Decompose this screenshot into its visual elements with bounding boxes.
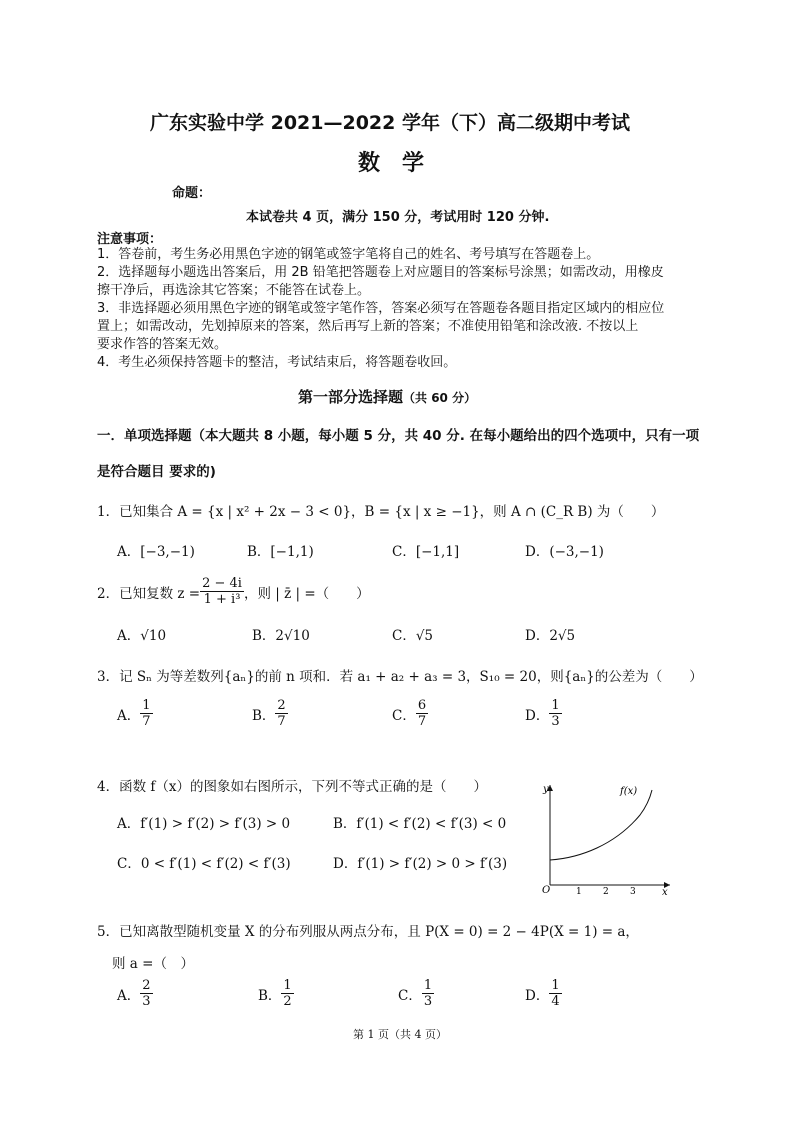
- notice-list: [97, 246, 664, 372]
- x-tick-label: 3: [630, 887, 636, 895]
- q2-option-c: C．√5: [392, 628, 434, 644]
- q3-c-num: 6: [417, 698, 427, 713]
- q5-option-label: B．: [258, 987, 282, 1004]
- q5-option-a: [117, 978, 153, 1009]
- q1-option-d: D．(−3,−1): [525, 544, 604, 560]
- q5-d-den: 4: [551, 994, 560, 1009]
- notice-line: 置上；如需改动，先划掉原来的答案，然后再写上新的答案；不准使用铅笔和涂改液. 不按以上: [97, 319, 639, 334]
- q5-a-num: 2: [142, 978, 151, 993]
- q4-option-c: C．0 < f′(1) < f′(2) < f′(3): [117, 856, 291, 872]
- notice-line: 3．非选择题必须用黑色字迹的钢笔或签字笔作答，答案必须写在答题卷各题目指定区域内的相应位: [97, 301, 665, 316]
- notice-line: 1．答卷前，考生务必用黑色字迹的钢笔或签字笔将自己的姓名、考号填写在答题卷上。: [97, 247, 600, 262]
- part-title: [298, 386, 476, 407]
- page-footer: 第 1 页（共 4 页）: [353, 1028, 447, 1041]
- q3-option-label: A．: [117, 707, 141, 724]
- q2-option-b: B．2√10: [252, 628, 310, 644]
- x-tick-label: 1: [576, 887, 582, 895]
- q5-option-label: A．: [117, 987, 141, 1004]
- q5-option-d: [525, 978, 562, 1009]
- y-axis-label: y: [543, 784, 549, 795]
- q5-option-c: [398, 978, 434, 1009]
- q3-b-den: 7: [277, 714, 286, 729]
- part-title-text: 第一部分选择题: [298, 388, 404, 406]
- notice-line: 4．考生必须保持答题卡的整洁，考试结束后，将答题卷收回。: [97, 355, 457, 370]
- exam-info: 本试卷共 4 页，满分 150 分，考试用时 120 分钟.: [246, 210, 550, 225]
- q3-b-num: 2: [277, 698, 286, 713]
- q5-c-den: 3: [423, 994, 433, 1009]
- q3-a-fraction: [140, 698, 152, 729]
- section-instructions-1: 一．单项选择题（本大题共 8 小题，每小题 5 分，共 40 分. 在每小题给出的四个选项中，只有一项: [97, 428, 700, 444]
- q3-option-label: C．: [392, 707, 416, 724]
- question-5-stem: 5．已知离散型随机变量 X 的分布列服从两点分布，且 P(X = 0) = 2 − 4P(X = 1) = a，: [97, 924, 639, 940]
- q5-b-den: 2: [283, 994, 292, 1009]
- question-1-stem: 1．已知集合 A = {x | x² + 2x − 3 < 0}，B = {x | x ≥ −1}，则 A ∩ (C_R B) 为（ ）: [97, 504, 665, 520]
- q5-b-fraction: [281, 978, 293, 1009]
- q3-option-a: [117, 698, 153, 729]
- q3-option-b: [252, 698, 288, 729]
- x-tick-label: 2: [603, 887, 609, 895]
- notice-line: 2．选择题每小题选出答案后，用 2B 铅笔把答题卷上对应题目的答案标号涂黑；如需改动，用橡皮: [97, 265, 664, 280]
- q3-option-label: B．: [252, 707, 276, 724]
- q2-fraction: [200, 576, 244, 607]
- q3-b-fraction: [275, 698, 287, 729]
- author-label: 命题：: [172, 186, 212, 201]
- q3-c-den: 7: [417, 714, 427, 729]
- question-3-stem: 3．记 Sₙ 为等差数列{aₙ}的前 n 项和．若 a₁ + a₂ + a₃ = 3，S₁₀ = 20，则{aₙ}的公差为（ ）: [97, 669, 703, 685]
- function-graph: [540, 780, 675, 895]
- function-curve: [550, 790, 652, 860]
- q1-option-b: B．[−1,1): [247, 544, 314, 560]
- part-score: （共 60 分）: [403, 391, 477, 405]
- q3-d-den: 3: [551, 714, 560, 729]
- q2-stem-pre: 2．已知复数 z =: [97, 585, 201, 602]
- notice-line: 要求作答的答案无效。: [97, 337, 228, 352]
- q5-d-num: 1: [551, 978, 560, 993]
- q3-a-den: 7: [142, 714, 151, 729]
- q2-frac-num: 2 − 4i: [202, 576, 242, 591]
- question-5-stem-2: 则 a =（ ）: [112, 956, 194, 972]
- q5-c-fraction: [422, 978, 434, 1009]
- curve-label: f(x): [620, 786, 638, 797]
- q3-d-num: 1: [551, 698, 560, 713]
- q5-a-den: 3: [142, 994, 151, 1009]
- q3-a-num: 1: [142, 698, 151, 713]
- q5-d-fraction: [549, 978, 561, 1009]
- q2-frac-den: 1 + i³: [203, 592, 241, 607]
- notice-heading: 注意事项：: [97, 232, 163, 247]
- q2-option-d: D．2√5: [525, 628, 576, 644]
- q2-option-a: A．√10: [117, 628, 167, 644]
- question-2-stem: [97, 576, 370, 607]
- q4-option-a: A．f′(1) > f′(2) > f′(3) > 0: [117, 816, 291, 832]
- notice-line: 擦干净后，再选涂其它答案；不能答在试卷上。: [97, 283, 371, 298]
- subject-title: 数学: [358, 151, 447, 176]
- q5-a-fraction: [140, 978, 152, 1009]
- q5-option-label: C．: [398, 987, 422, 1004]
- exam-title: 广东实验中学 2021—2022 学年（下）高二级期中考试: [150, 112, 630, 134]
- q3-c-fraction: [416, 698, 428, 729]
- x-axis-label: x: [662, 887, 668, 895]
- q5-c-num: 1: [423, 978, 433, 993]
- q3-option-label: D．: [525, 707, 550, 724]
- q3-option-d: [525, 698, 562, 729]
- question-4-stem: 4．函数 f（x）的图象如右图所示，下列不等式正确的是（ ）: [97, 779, 487, 795]
- origin-label: O: [542, 885, 551, 895]
- q4-option-d: D．f′(1) > f′(2) > 0 > f′(3): [333, 856, 508, 872]
- q5-option-b: [258, 978, 294, 1009]
- q5-option-label: D．: [525, 987, 550, 1004]
- q2-stem-post: ，则 | z̄ | =（ ）: [243, 585, 370, 602]
- section-instructions-2: 是符合题目 要求的): [97, 464, 216, 480]
- q4-option-b: B．f′(1) < f′(2) < f′(3) < 0: [333, 816, 507, 832]
- q1-option-c: C．[−1,1]: [392, 544, 460, 560]
- q3-d-fraction: [549, 698, 561, 729]
- q3-option-c: [392, 698, 428, 729]
- q1-option-a: A．[−3,−1): [117, 544, 195, 560]
- q5-b-num: 1: [283, 978, 292, 993]
